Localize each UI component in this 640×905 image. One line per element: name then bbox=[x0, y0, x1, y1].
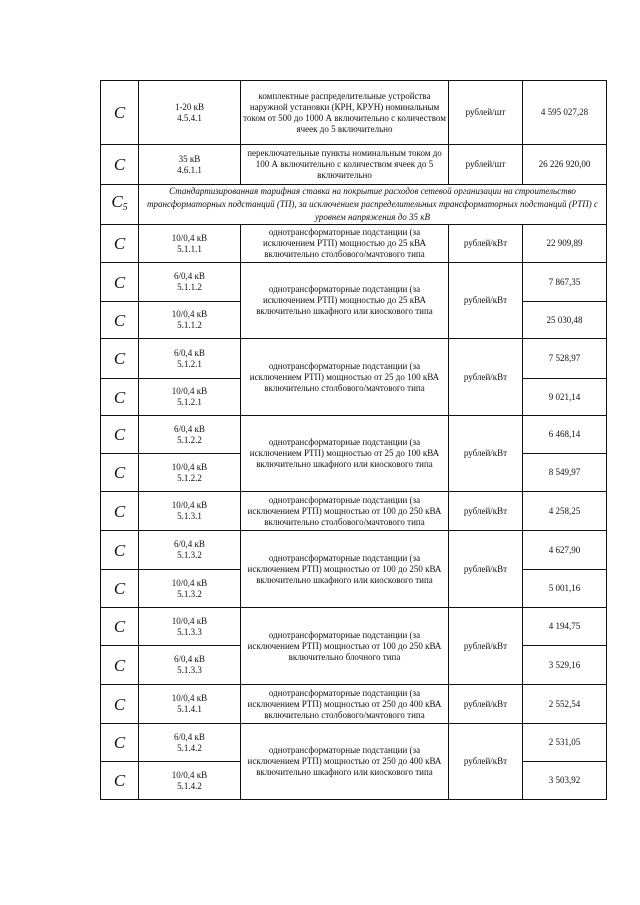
section-symbol-base: C bbox=[111, 192, 123, 211]
code-cell bbox=[139, 416, 241, 454]
item-code: 5.1.2.2 bbox=[177, 472, 202, 483]
item-code: 5.1.4.2 bbox=[177, 780, 202, 791]
item-code: 5.1.1.2 bbox=[177, 320, 202, 330]
value-cell: 3 503,92 bbox=[523, 762, 607, 800]
value-cell: 7 867,35 bbox=[523, 263, 607, 302]
tariff-table-body bbox=[101, 81, 607, 800]
tariff-symbol: C bbox=[101, 762, 139, 800]
table-row bbox=[101, 724, 607, 762]
tariff-symbol: C bbox=[101, 492, 139, 531]
unit-cell: рублей/кВт bbox=[449, 724, 523, 800]
item-code: 5.1.1.1 bbox=[177, 243, 202, 254]
tariff-symbol: C bbox=[101, 454, 139, 492]
section-row bbox=[101, 185, 607, 225]
code-cell bbox=[139, 263, 241, 302]
code-cell bbox=[139, 531, 241, 570]
value-cell: 25 030,48 bbox=[523, 302, 607, 339]
code-cell bbox=[139, 302, 241, 339]
item-code: 4.5.4.1 bbox=[177, 112, 202, 123]
description-cell: однотрансформаторные подстанции (за исключением РТП) мощностью до 25 кВА включительно шкафного или киоскового типа bbox=[241, 263, 449, 339]
unit-cell: рублей/кВт bbox=[449, 492, 523, 531]
code-cell bbox=[139, 454, 241, 492]
code-cell bbox=[139, 145, 241, 185]
tariff-document bbox=[100, 80, 606, 800]
table-row bbox=[101, 339, 607, 379]
value-cell: 2 531,05 bbox=[523, 724, 607, 762]
voltage-label: 6/0,4 кВ bbox=[174, 423, 205, 434]
value-cell: 6 468,14 bbox=[523, 416, 607, 454]
description-cell: однотрансформаторные подстанции (за исключением РТП) мощностью от 100 до 250 кВА включительно столбового/мачтового типа bbox=[241, 492, 449, 531]
table-row bbox=[101, 225, 607, 263]
voltage-label: 10/0,4 кВ bbox=[171, 461, 208, 472]
voltage-label: 10/0,4 кВ bbox=[171, 386, 208, 396]
unit-cell: рублей/кВт bbox=[449, 531, 523, 608]
voltage-label: 6/0,4 кВ bbox=[174, 539, 205, 549]
code-cell bbox=[139, 646, 241, 685]
table-row bbox=[101, 145, 607, 185]
tariff-symbol: C bbox=[101, 302, 139, 339]
value-cell: 8 549,97 bbox=[523, 454, 607, 492]
item-code: 5.1.2.1 bbox=[177, 358, 202, 369]
description-cell: однотрансформаторные подстанции (за исключением РТП) мощностью от 25 до 100 кВА включительно шкафного или киоскового типа bbox=[241, 416, 449, 492]
table-row bbox=[101, 492, 607, 531]
value-cell: 5 001,16 bbox=[523, 570, 607, 608]
table-row bbox=[101, 263, 607, 302]
item-code: 4.6.1.1 bbox=[177, 164, 202, 175]
item-code: 5.1.3.3 bbox=[177, 665, 202, 675]
description-cell: однотрансформаторные подстанции (за исключением РТП) мощностью от 250 до 400 кВА включительно столбового/мачтового типа bbox=[241, 685, 449, 724]
voltage-label: 6/0,4 кВ bbox=[174, 731, 205, 742]
section-symbol-subscript: 5 bbox=[122, 202, 128, 213]
unit-cell: рублей/кВт bbox=[449, 339, 523, 416]
code-cell bbox=[139, 492, 241, 531]
tariff-symbol: C bbox=[101, 225, 139, 263]
tariff-symbol: C bbox=[101, 81, 139, 145]
table-row bbox=[101, 81, 607, 145]
table-row bbox=[101, 531, 607, 570]
tariff-symbol: C bbox=[101, 646, 139, 685]
description-cell: однотрансформаторные подстанции (за исключением РТП) мощностью от 100 до 250 кВА включительно блочного типа bbox=[241, 608, 449, 685]
voltage-label: 10/0,4 кВ bbox=[171, 693, 208, 703]
description-cell: однотрансформаторные подстанции (за исключением РТП) мощностью от 250 до 400 кВА включительно шкафного или киоскового типа bbox=[241, 724, 449, 800]
voltage-label: 10/0,4 кВ bbox=[171, 577, 208, 588]
item-code: 5.1.3.2 bbox=[177, 550, 202, 560]
value-cell: 4 627,90 bbox=[523, 531, 607, 570]
voltage-label: 6/0,4 кВ bbox=[174, 271, 205, 281]
voltage-label: 6/0,4 кВ bbox=[174, 347, 205, 358]
code-cell bbox=[139, 685, 241, 724]
value-cell: 3 529,16 bbox=[523, 646, 607, 685]
voltage-label: 10/0,4 кВ bbox=[171, 232, 208, 243]
item-code: 5.1.3.1 bbox=[177, 511, 202, 521]
voltage-label: 10/0,4 кВ bbox=[171, 615, 208, 626]
voltage-label: 10/0,4 кВ bbox=[171, 309, 208, 319]
voltage-label: 35 кВ bbox=[178, 153, 201, 164]
value-cell: 9 021,14 bbox=[523, 379, 607, 416]
unit-cell: рублей/кВт bbox=[449, 225, 523, 263]
code-cell bbox=[139, 724, 241, 762]
code-cell bbox=[139, 379, 241, 416]
item-code: 5.1.4.2 bbox=[177, 742, 202, 753]
item-code: 5.1.3.2 bbox=[177, 588, 202, 599]
description-cell: переключательные пункты номинальным током до 100 А включительно с количеством ячеек до 5 включительно bbox=[241, 145, 449, 185]
tariff-symbol: C bbox=[101, 724, 139, 762]
voltage-label: 1-20 кВ bbox=[174, 101, 205, 112]
table-row bbox=[101, 416, 607, 454]
unit-cell: рублей/кВт bbox=[449, 685, 523, 724]
item-code: 5.1.1.2 bbox=[177, 282, 202, 292]
unit-cell: рублей/кВт bbox=[449, 416, 523, 492]
value-cell: 7 528,97 bbox=[523, 339, 607, 379]
tariff-symbol: C bbox=[101, 685, 139, 724]
value-cell: 4 258,25 bbox=[523, 492, 607, 531]
value-cell: 2 552,54 bbox=[523, 685, 607, 724]
description-cell: однотрансформаторные подстанции (за исключением РТП) мощностью от 25 до 100 кВА включительно столбового/мачтового типа bbox=[241, 339, 449, 416]
item-code: 5.1.2.2 bbox=[177, 434, 202, 445]
item-code: 5.1.3.3 bbox=[177, 626, 202, 637]
tariff-symbol: C bbox=[101, 531, 139, 570]
item-code: 5.1.2.1 bbox=[177, 397, 202, 407]
value-cell: 22 909,89 bbox=[523, 225, 607, 263]
code-cell bbox=[139, 762, 241, 800]
description-cell: однотрансформаторные подстанции (за исключением РТП) мощностью от 100 до 250 кВА включительно шкафного или киоскового типа bbox=[241, 531, 449, 608]
voltage-label: 10/0,4 кВ bbox=[171, 500, 208, 510]
code-cell bbox=[139, 225, 241, 263]
code-cell bbox=[139, 570, 241, 608]
voltage-label: 6/0,4 кВ bbox=[174, 654, 205, 664]
tariff-symbol: C bbox=[101, 339, 139, 379]
description-cell: однотрансформаторные подстанции (за исключением РТП) мощностью до 25 кВА включительно столбового/мачтового типа bbox=[241, 225, 449, 263]
tariff-symbol: C bbox=[101, 416, 139, 454]
unit-cell: рублей/шт bbox=[449, 145, 523, 185]
code-cell bbox=[139, 608, 241, 646]
tariff-symbol: C bbox=[101, 379, 139, 416]
section-title: Стандартизированная тарифная ставка на покрытие расходов сетевой организации на строительство трансформаторных подстанций (ТП), за исключением распределительных трансформаторных подстанций (РТП) с уровнем напряжения до 35 кВ bbox=[139, 185, 607, 225]
section-symbol bbox=[101, 185, 139, 225]
tariff-symbol: C bbox=[101, 263, 139, 302]
unit-cell: рублей/кВт bbox=[449, 263, 523, 339]
unit-cell: рублей/шт bbox=[449, 81, 523, 145]
code-cell bbox=[139, 81, 241, 145]
description-cell: комплектные распределительные устройства наружной установки (КРН, КРУН) номинальным током от 500 до 1000 А включительно с количеством ячеек до 5 включительно bbox=[241, 81, 449, 145]
table-row bbox=[101, 685, 607, 724]
unit-cell: рублей/кВт bbox=[449, 608, 523, 685]
value-cell: 26 226 920,00 bbox=[523, 145, 607, 185]
voltage-label: 10/0,4 кВ bbox=[171, 769, 208, 780]
item-code: 5.1.4.1 bbox=[177, 704, 202, 714]
table-row bbox=[101, 608, 607, 646]
tariff-symbol: C bbox=[101, 570, 139, 608]
tariff-symbol: C bbox=[101, 145, 139, 185]
value-cell: 4 194,75 bbox=[523, 608, 607, 646]
code-cell bbox=[139, 339, 241, 379]
tariff-table bbox=[100, 80, 607, 800]
tariff-symbol: C bbox=[101, 608, 139, 646]
value-cell: 4 595 027,28 bbox=[523, 81, 607, 145]
